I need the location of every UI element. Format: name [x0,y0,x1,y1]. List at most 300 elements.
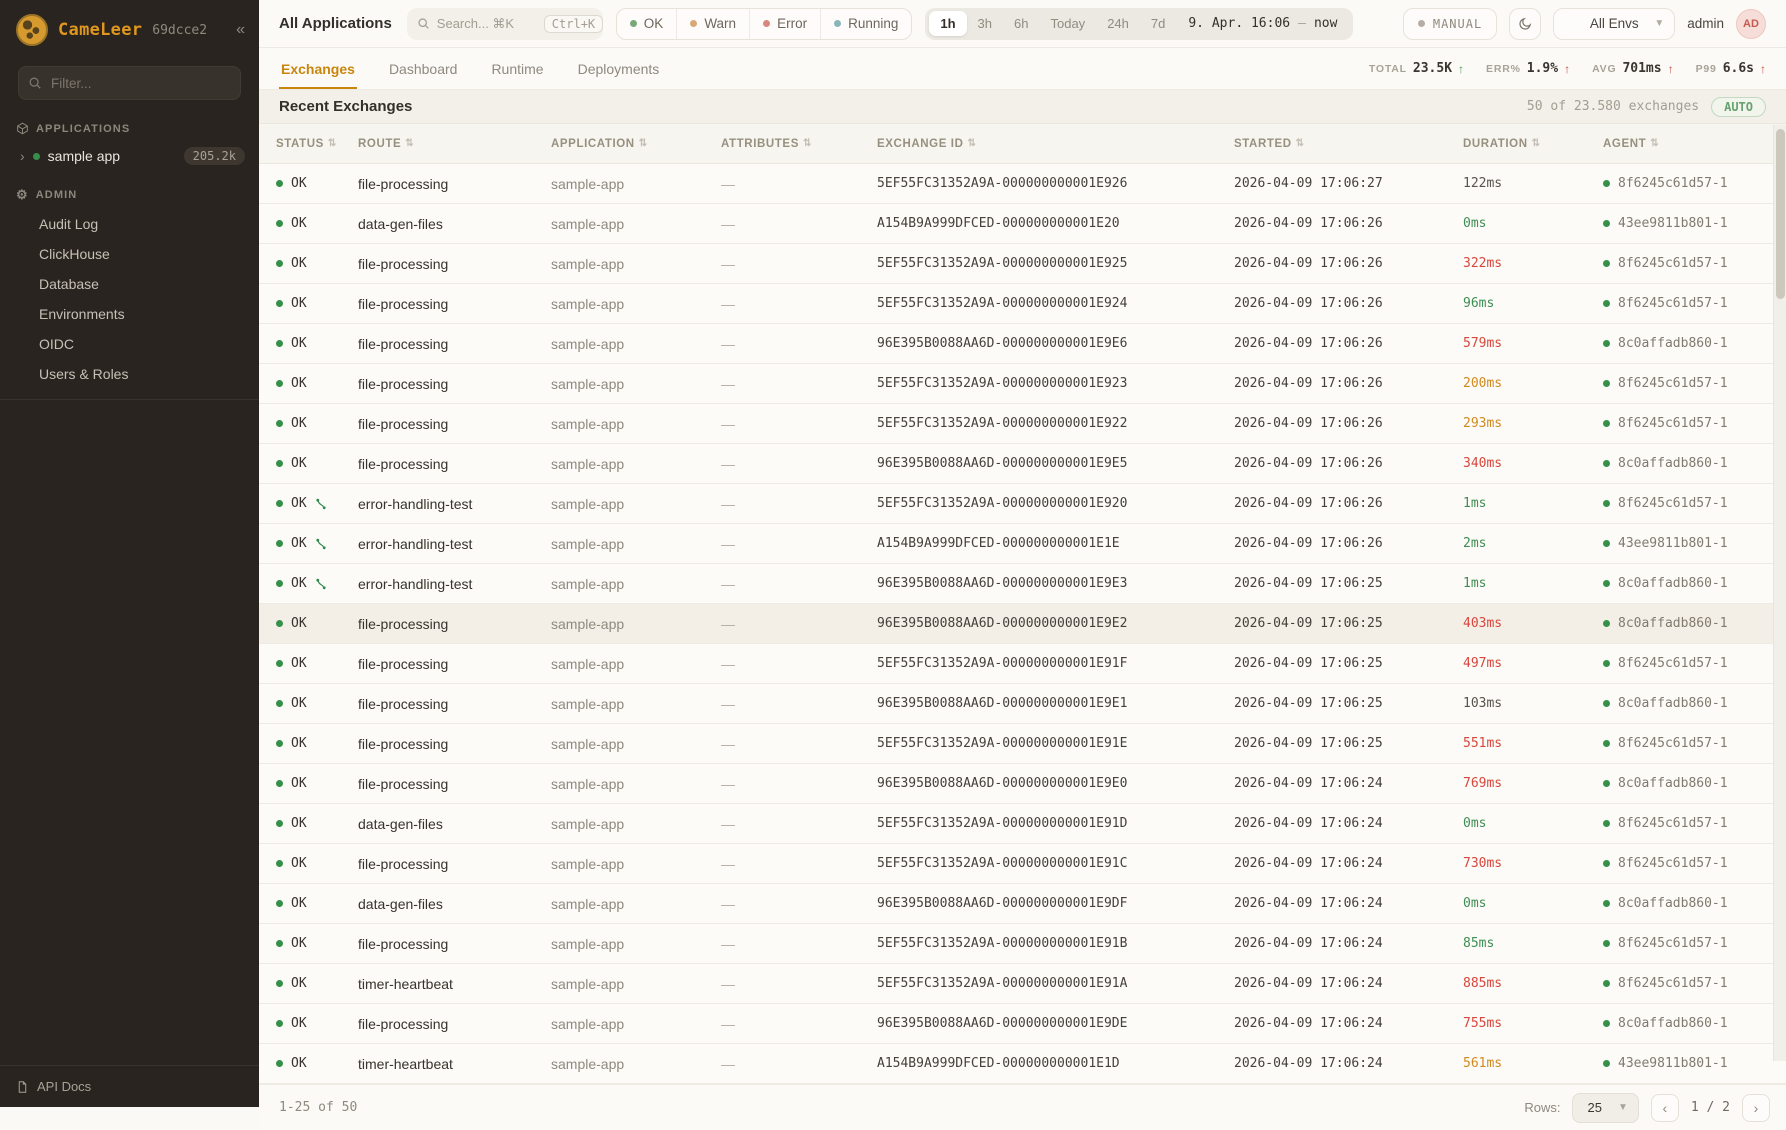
column-header-application[interactable] [551,138,721,150]
agent-status-dot [1603,300,1610,307]
status-cell [276,416,358,431]
started-cell: 2026-04-09 17:06:24 [1234,1016,1383,1031]
agent-status-dot [1603,820,1610,827]
agent-cell [1603,296,1786,311]
started-cell: 2026-04-09 17:06:26 [1234,256,1383,271]
application-cell: sample-app [551,615,625,632]
status-cell [276,816,358,831]
attributes-cell: — [721,575,735,592]
agent-status-dot [1603,380,1610,387]
attributes-cell: — [721,495,735,512]
application-cell: sample-app [551,895,625,912]
attributes-cell: — [721,855,735,872]
status-ok-dot [276,1020,283,1027]
exchange-row[interactable] [259,1004,1786,1044]
agent-id: 8c0affadb860-1 [1618,336,1728,351]
status-cell [276,176,358,191]
route-cell: file-processing [358,775,449,792]
stat-value: 23.5K [1412,61,1453,76]
exchange-row[interactable] [259,484,1786,524]
exchange-row[interactable] [259,364,1786,404]
document-icon [16,1080,29,1094]
agent-status-dot [1603,420,1610,427]
moon-icon [1518,16,1533,31]
status-label: OK [291,296,307,311]
tab-deployments[interactable]: Deployments [576,48,662,89]
time-range-24h[interactable]: 24h [1096,11,1140,36]
status-label: OK [291,776,307,791]
attributes-cell: — [721,735,735,752]
status-ok-dot [276,220,283,227]
agent-cell [1603,656,1786,671]
column-header-exchange-id[interactable] [877,138,1234,150]
agent-cell [1603,216,1786,231]
admin-section-label: ADMIN [35,189,78,201]
status-label: OK [291,536,307,551]
application-cell: sample-app [551,215,625,232]
status-ok-dot [276,580,283,587]
status-label: OK [291,576,307,591]
duration-cell: 561ms [1463,1056,1503,1071]
route-cell: file-processing [358,655,449,672]
duration-cell: 551ms [1463,736,1503,751]
agent-id: 43ee9811b801-1 [1618,536,1728,551]
exchange-row[interactable] [259,924,1786,964]
agent-id: 8f6245c61d57-1 [1618,856,1728,871]
avatar[interactable]: AD [1736,9,1766,39]
status-cell [276,616,358,631]
agent-status-dot [1603,580,1610,587]
exchange-row[interactable] [259,524,1786,564]
exchange-id-cell: 5EF55FC31352A9A-000000000001E91D [877,816,1128,831]
route-cell: error-handling-test [358,495,473,512]
sidebar-filter-input[interactable] [18,66,241,100]
route-cell: file-processing [358,175,449,192]
main-area [259,0,1786,1116]
agent-cell [1603,976,1786,991]
status-cell [276,536,358,551]
agent-status-dot [1603,780,1610,787]
manual-status-dot [1418,20,1425,27]
status-label: OK [291,856,307,871]
column-label: EXCHANGE ID [877,137,964,150]
time-range-group [925,8,1353,40]
status-cell [276,576,358,591]
attributes-cell: — [721,695,735,712]
column-label: STARTED [1234,137,1292,150]
tab-dashboard[interactable]: Dashboard [387,48,460,89]
exchange-row[interactable] [259,804,1786,844]
brand-row [0,0,259,56]
applications-section-header [0,106,259,141]
stat-label: P99 [1695,62,1717,75]
agent-status-dot [1603,860,1610,867]
column-label: DURATION [1463,137,1528,150]
started-cell: 2026-04-09 17:06:24 [1234,776,1383,791]
agent-id: 8f6245c61d57-1 [1618,416,1728,431]
duration-cell: 2ms [1463,536,1487,551]
agent-id: 8f6245c61d57-1 [1618,976,1728,991]
redelivery-icon [315,538,327,550]
sidebar-item-api-docs[interactable] [0,1065,259,1107]
duration-cell: 0ms [1463,896,1487,911]
agent-status-dot [1603,700,1610,707]
agent-cell [1603,616,1786,631]
status-ok-dot [276,500,283,507]
status-filter-error[interactable] [749,9,820,39]
sort-icon: ⇅ [802,138,812,149]
agent-cell [1603,256,1786,271]
exchange-row[interactable] [259,1044,1786,1084]
agent-status-dot [1603,620,1610,627]
status-ok-dot [276,340,283,347]
status-ok-dot [276,660,283,667]
stat-p99 [1696,61,1766,76]
sort-icon: ⇅ [1531,138,1541,149]
trend-arrow-icon: ↑ [1667,61,1674,76]
application-cell: sample-app [551,175,625,192]
agent-status-dot [1603,460,1610,467]
sidebar-item-environments[interactable]: Environments [39,306,125,322]
status-ok-dot [276,420,283,427]
attributes-cell: — [721,215,735,232]
application-cell: sample-app [551,775,625,792]
duration-cell: 730ms [1463,856,1503,871]
stat-label: ERR% [1486,62,1521,75]
status-ok-dot [276,540,283,547]
tabs [279,48,661,89]
exchange-row[interactable] [259,204,1786,244]
attributes-cell: — [721,255,735,272]
duration-cell: 769ms [1463,776,1503,791]
sidebar-item-audit-log[interactable]: Audit Log [39,216,99,232]
agent-id: 8c0affadb860-1 [1618,696,1728,711]
status-filter-label: Error [777,16,808,31]
agent-cell [1603,336,1786,351]
route-cell: data-gen-files [358,215,443,232]
admin-items [0,209,259,389]
status-filter-label: Warn [704,16,737,31]
agent-id: 8f6245c61d57-1 [1618,376,1728,391]
status-filter-label: Running [848,16,899,31]
time-range-absolute[interactable] [1176,16,1349,31]
application-cell: sample-app [551,855,625,872]
tab-exchanges[interactable]: Exchanges [279,48,357,89]
started-cell: 2026-04-09 17:06:26 [1234,296,1383,311]
stat-label: AVG [1592,62,1617,75]
exchange-row[interactable] [259,644,1786,684]
status-dot [630,20,637,27]
sidebar-item-clickhouse[interactable]: ClickHouse [39,246,110,262]
exchange-row[interactable] [259,284,1786,324]
sort-icon: ⇅ [1650,138,1660,149]
route-cell: file-processing [358,375,449,392]
exchange-row[interactable] [259,444,1786,484]
application-cell: sample-app [551,975,625,992]
sort-icon: ⇅ [327,138,337,149]
global-search[interactable] [407,8,603,40]
column-header-attributes[interactable] [721,138,877,150]
started-cell: 2026-04-09 17:06:26 [1234,416,1383,431]
status-cell [276,456,358,471]
sidebar-item-sample-app[interactable] [0,141,259,171]
exchange-id-cell: 96E395B0088AA6D-000000000001E9E0 [877,776,1128,791]
duration-cell: 103ms [1463,696,1503,711]
route-cell: timer-heartbeat [358,975,453,992]
status-ok-dot [276,780,283,787]
agent-cell [1603,816,1786,831]
application-cell: sample-app [551,735,625,752]
brand-name: CameLeer [58,20,143,40]
status-cell [276,256,358,271]
agent-id: 8c0affadb860-1 [1618,776,1728,791]
exchange-id-cell: 5EF55FC31352A9A-000000000001E91B [877,936,1128,951]
cameleer-logo [16,14,48,46]
attributes-cell: — [721,375,735,392]
stat-avg [1592,61,1674,76]
duration-cell: 122ms [1463,176,1503,191]
status-ok-dot [276,380,283,387]
status-cell [276,1056,358,1071]
agent-status-dot [1603,980,1610,987]
topbar-right [1403,8,1766,40]
route-cell: file-processing [358,695,449,712]
chevron-right-icon[interactable]: › [20,148,25,164]
started-cell: 2026-04-09 17:06:24 [1234,856,1383,871]
status-ok-dot [276,820,283,827]
exchange-id-cell: 5EF55FC31352A9A-000000000001E91C [877,856,1128,871]
application-cell: sample-app [551,535,625,552]
status-ok-dot [276,940,283,947]
theme-toggle-button[interactable] [1509,8,1541,40]
table-title: Recent Exchanges [279,98,413,115]
app-status-dot [33,153,40,160]
exchange-id-cell: 5EF55FC31352A9A-000000000001E920 [877,496,1128,511]
status-ok-dot [276,740,283,747]
route-cell: data-gen-files [358,815,443,832]
agent-cell [1603,416,1786,431]
exchange-row[interactable] [259,564,1786,604]
duration-cell: 885ms [1463,976,1503,991]
agent-id: 8f6245c61d57-1 [1618,256,1728,271]
sort-icon: ⇅ [405,138,415,149]
status-label: OK [291,216,307,231]
status-filter-warn[interactable] [676,9,749,39]
exchange-row[interactable] [259,244,1786,284]
status-ok-dot [276,1060,283,1067]
manual-refresh-button[interactable] [1403,8,1497,40]
application-cell: sample-app [551,655,625,672]
duration-cell: 0ms [1463,816,1487,831]
status-label: OK [291,256,307,271]
status-label: OK [291,616,307,631]
application-cell: sample-app [551,1015,625,1032]
brand-version: 69dcce2 [152,22,208,38]
status-dot [690,20,697,27]
attributes-cell: — [721,335,735,352]
column-header-agent[interactable] [1603,138,1786,150]
attributes-cell: — [721,1015,735,1032]
started-cell: 2026-04-09 17:06:25 [1234,576,1383,591]
sidebar-item-oidc[interactable]: OIDC [39,336,74,352]
time-range-3h[interactable]: 3h [967,11,1003,36]
exchange-row[interactable] [259,884,1786,924]
agent-id: 8f6245c61d57-1 [1618,936,1728,951]
agent-id: 8f6245c61d57-1 [1618,496,1728,511]
sidebar-item-users-roles[interactable]: Users & Roles [39,366,129,382]
stats-bar [1369,48,1766,89]
column-header-duration[interactable] [1463,138,1603,150]
search-input[interactable] [437,16,537,31]
env-select-value: All Envs [1589,16,1639,31]
gear-icon: ⚙ [16,187,29,202]
sort-icon: ⇅ [638,138,648,149]
agent-cell [1603,696,1786,711]
route-cell: file-processing [358,935,449,952]
exchange-id-cell: 96E395B0088AA6D-000000000001E9E5 [877,456,1128,471]
status-label: OK [291,456,307,471]
route-cell: file-processing [358,1015,449,1032]
status-label: OK [291,896,307,911]
sidebar-item-database[interactable]: Database [39,276,99,292]
agent-id: 8f6245c61d57-1 [1618,176,1728,191]
sort-icon: ⇅ [1295,138,1305,149]
exchange-id-cell: 96E395B0088AA6D-000000000001E9E1 [877,696,1128,711]
shortcut-badge: Ctrl+K [544,15,603,33]
route-cell: file-processing [358,735,449,752]
status-label: OK [291,336,307,351]
app-count-badge: 205.2k [184,147,245,165]
started-cell: 2026-04-09 17:06:25 [1234,736,1383,751]
exchange-row[interactable] [259,764,1786,804]
status-filter-ok[interactable] [617,9,677,39]
rows-per-page-select[interactable] [1572,1093,1638,1123]
tab-runtime[interactable]: Runtime [489,48,545,89]
agent-cell [1603,496,1786,511]
prev-page-button[interactable]: ‹ [1651,1094,1679,1122]
agent-status-dot [1603,660,1610,667]
exchange-row[interactable] [259,604,1786,644]
status-cell [276,656,358,671]
column-header-route[interactable] [358,138,551,150]
route-cell: data-gen-files [358,895,443,912]
duration-cell: 340ms [1463,456,1503,471]
exchange-row[interactable] [259,724,1786,764]
time-range-7d[interactable]: 7d [1140,11,1176,36]
route-cell: file-processing [358,295,449,312]
exchange-row[interactable] [259,404,1786,444]
next-page-button[interactable]: › [1742,1094,1770,1122]
route-cell: file-processing [358,455,449,472]
duration-cell: 0ms [1463,216,1487,231]
exchange-table-body [259,164,1786,1084]
attributes-cell: — [721,815,735,832]
exchange-id-cell: 5EF55FC31352A9A-000000000001E91A [877,976,1128,991]
agent-status-dot [1603,500,1610,507]
time-range-today[interactable]: Today [1039,11,1096,36]
exchange-id-cell: 5EF55FC31352A9A-000000000001E923 [877,376,1128,391]
agent-status-dot [1603,260,1610,267]
exchange-id-cell: 5EF55FC31352A9A-000000000001E925 [877,256,1128,271]
agent-status-dot [1603,540,1610,547]
table-header [259,124,1786,164]
status-ok-dot [276,260,283,267]
status-cell [276,296,358,311]
exchange-row[interactable] [259,964,1786,1004]
status-cell [276,736,358,751]
attributes-cell: — [721,615,735,632]
env-select[interactable] [1553,8,1675,40]
agent-id: 8c0affadb860-1 [1618,1016,1728,1031]
status-filter-running[interactable] [820,9,911,39]
status-label: OK [291,936,307,951]
exchange-row[interactable] [259,684,1786,724]
app-label: sample app [47,148,121,164]
status-cell [276,216,358,231]
exchange-id-cell: 96E395B0088AA6D-000000000001E9E3 [877,576,1128,591]
duration-cell: 96ms [1463,296,1495,311]
chevron-down-icon: ▼ [1654,18,1665,29]
rows-per-page-label: Rows: [1524,1100,1561,1115]
stat-total [1369,61,1464,76]
status-label: OK [291,376,307,391]
duration-cell: 403ms [1463,616,1503,631]
time-range-6h[interactable]: 6h [1003,11,1039,36]
exchange-row[interactable] [259,324,1786,364]
page-indicator: 1 / 2 [1690,1100,1730,1115]
agent-status-dot [1603,1020,1610,1027]
route-cell: error-handling-test [358,535,473,552]
status-cell [276,376,358,391]
sidebar-collapse-icon[interactable]: « [236,21,245,38]
stat-value: 1.9% [1526,61,1559,76]
status-ok-dot [276,620,283,627]
application-cell: sample-app [551,455,625,472]
time-range-1h[interactable]: 1h [929,11,966,36]
column-header-status[interactable] [276,138,358,150]
auto-refresh-badge[interactable]: AUTO [1711,97,1766,117]
range-separator: – [1298,16,1306,31]
status-ok-dot [276,460,283,467]
page-range-label: 1-25 of 50 [279,1100,358,1115]
application-cell: sample-app [551,335,625,352]
column-header-started[interactable] [1234,138,1463,150]
exchange-id-cell: 5EF55FC31352A9A-000000000001E91F [877,656,1128,671]
attributes-cell: — [721,175,735,192]
exchange-id-cell: 5EF55FC31352A9A-000000000001E922 [877,416,1128,431]
agent-status-dot [1603,900,1610,907]
table-titlebar [259,90,1786,124]
column-label: AGENT [1603,137,1647,150]
vertical-scrollbar[interactable] [1773,125,1786,1061]
pagination-bar [259,1084,1786,1130]
column-label: APPLICATION [551,137,635,150]
status-filter-label: OK [643,16,664,31]
status-label: OK [291,1016,307,1031]
exchange-id-cell: A154B9A999DFCED-000000000001E1D [877,1056,1120,1071]
started-cell: 2026-04-09 17:06:24 [1234,976,1383,991]
duration-cell: 293ms [1463,416,1503,431]
exchange-row[interactable] [259,844,1786,884]
status-dot [834,20,841,27]
stat-value: 701ms [1622,61,1662,76]
exchange-id-cell: 96E395B0088AA6D-000000000001E9E6 [877,336,1128,351]
agent-status-dot [1603,180,1610,187]
exchange-id-cell: 96E395B0088AA6D-000000000001E9DF [877,896,1128,911]
scrollbar-thumb[interactable] [1776,129,1785,299]
attributes-cell: — [721,455,735,472]
exchange-row[interactable] [259,164,1786,204]
